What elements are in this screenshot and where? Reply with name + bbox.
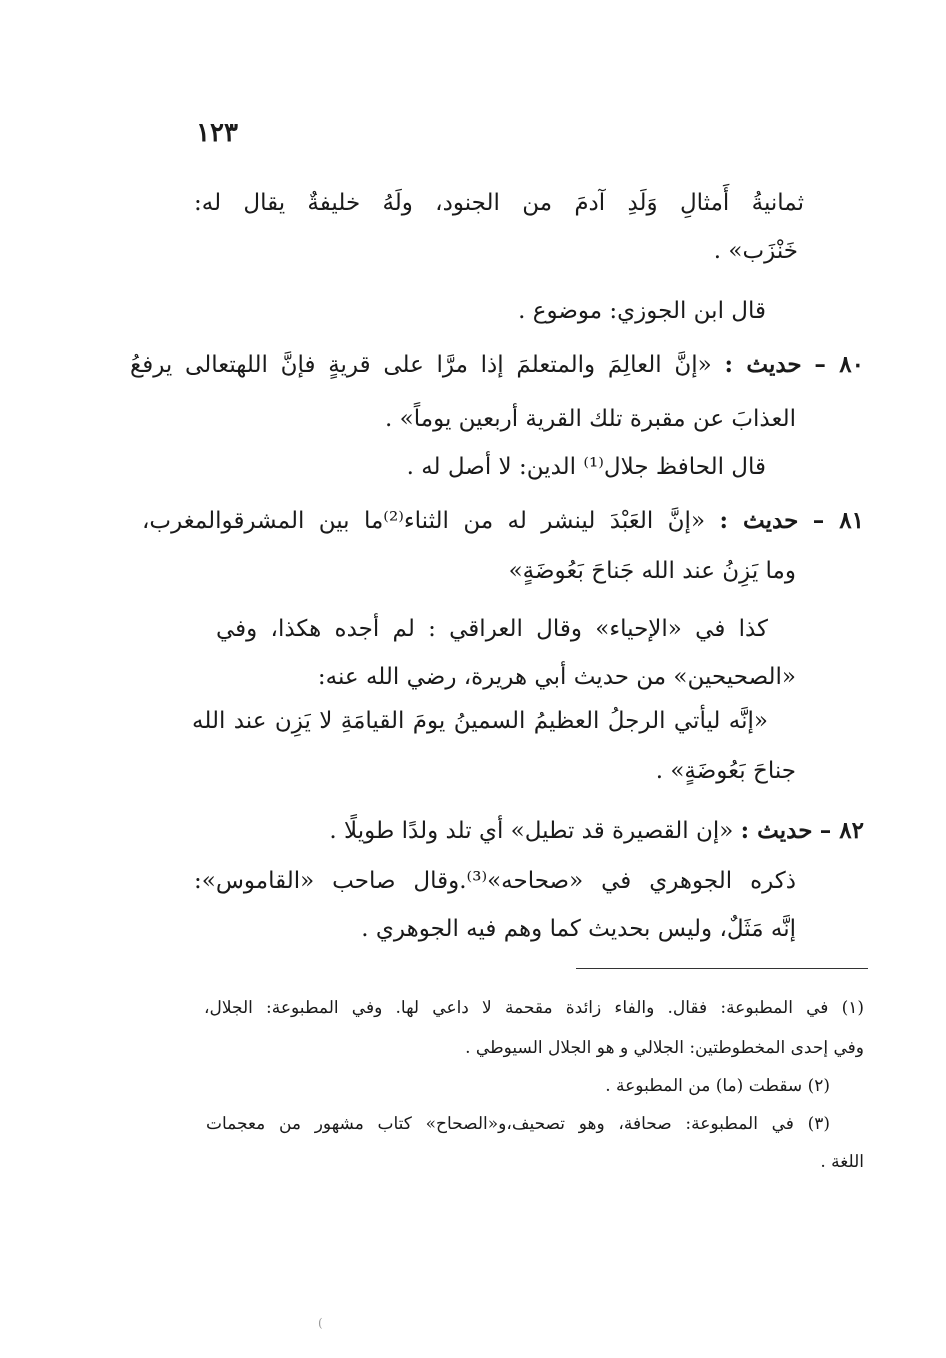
hadith-number: ٨٠ – (814, 351, 865, 378)
hadith-label: حديث : (719, 507, 799, 534)
hadith-81 (142, 506, 864, 536)
text-line: ذكره الجوهري في «صحاحه»⁽³⁾.وقال صاحب «القاموس»: (194, 868, 796, 894)
hadith-text: «إنَّ العَبْدَ لينشر له من الثناء⁽²⁾ما بين المشرقوالمغرب، (142, 508, 706, 534)
text-line: قال ابن الجوزي: موضوع . (518, 298, 766, 324)
footnote-line: (١) في المطبوعة: فقال. والفاء زائدة مقحمة لا داعي لها. وفي المطبوعة: الجلال، (204, 998, 864, 1018)
text-line: «إنَّه ليأتي الرجلُ العظيمُ السمينُ يومَ القيامَةِ لا يَزِن عند الله (192, 708, 768, 734)
text-line: قال الحافظ جلال⁽¹⁾ الدين: لا أصل له . (406, 454, 766, 480)
text-line: «الصحيحين» من حديث أبي هريرة، رضي الله عنه: (317, 664, 796, 690)
footnote-line: (٣) في المطبوعة: صحافة، وهو تصحيف،و«الصحاح» كتاب مشهور من معجمات (206, 1114, 830, 1134)
text-line: خَنْزَب» . (713, 238, 798, 264)
hadith-text: «إنَّ العالِمَ والمتعلمَ إذا مرَّا على قريةٍ فإنَّ اللهتعالى يرفعُ (130, 352, 712, 378)
footnote-line: (٢) سقطت (ما) من المطبوعة . (605, 1076, 830, 1096)
hadith-text: «إن القصيرة قد تطيل» أي تلد ولدًا طويلًا . (329, 818, 734, 844)
footnote-separator (576, 968, 868, 969)
hadith-80 (130, 350, 864, 380)
scan-speck: ( (318, 1316, 323, 1330)
page-number: ١٢٣ (196, 118, 238, 148)
hadith-number: ٨١ – (812, 507, 865, 534)
text-line: وما يَزِنُ عند الله جَناحَ بَعُوضَةٍ» (508, 558, 796, 584)
footnote-line: وفي إحدى المخطوطتين: الجلالي و هو الجلال السيوطي . (465, 1038, 864, 1058)
hadith-82 (329, 816, 864, 846)
hadith-label: حديث : (740, 817, 813, 844)
text-line: كذا في «الإحياء» وقال العراقي : لم أجده هكذا، وفي (216, 616, 768, 642)
text-line: ثمانيةُ أَمثالِ وَلَدِ آدمَ من الجنود، ولَهُ خليفةٌ يقال له: (194, 190, 804, 216)
footnote-line: اللغة . (820, 1152, 864, 1172)
text-line: العذابَ عن مقبرة تلك القرية أربعين يوماً» . (385, 406, 796, 432)
hadith-label: حديث : (724, 351, 802, 378)
hadith-number: ٨٢ – (819, 817, 864, 844)
text-line: جناحَ بَعُوضَةٍ» . (655, 758, 796, 784)
text-line: إنَّه مَثَلٌ، وليس بحديث كما وهم فيه الجوهري . (361, 916, 796, 942)
